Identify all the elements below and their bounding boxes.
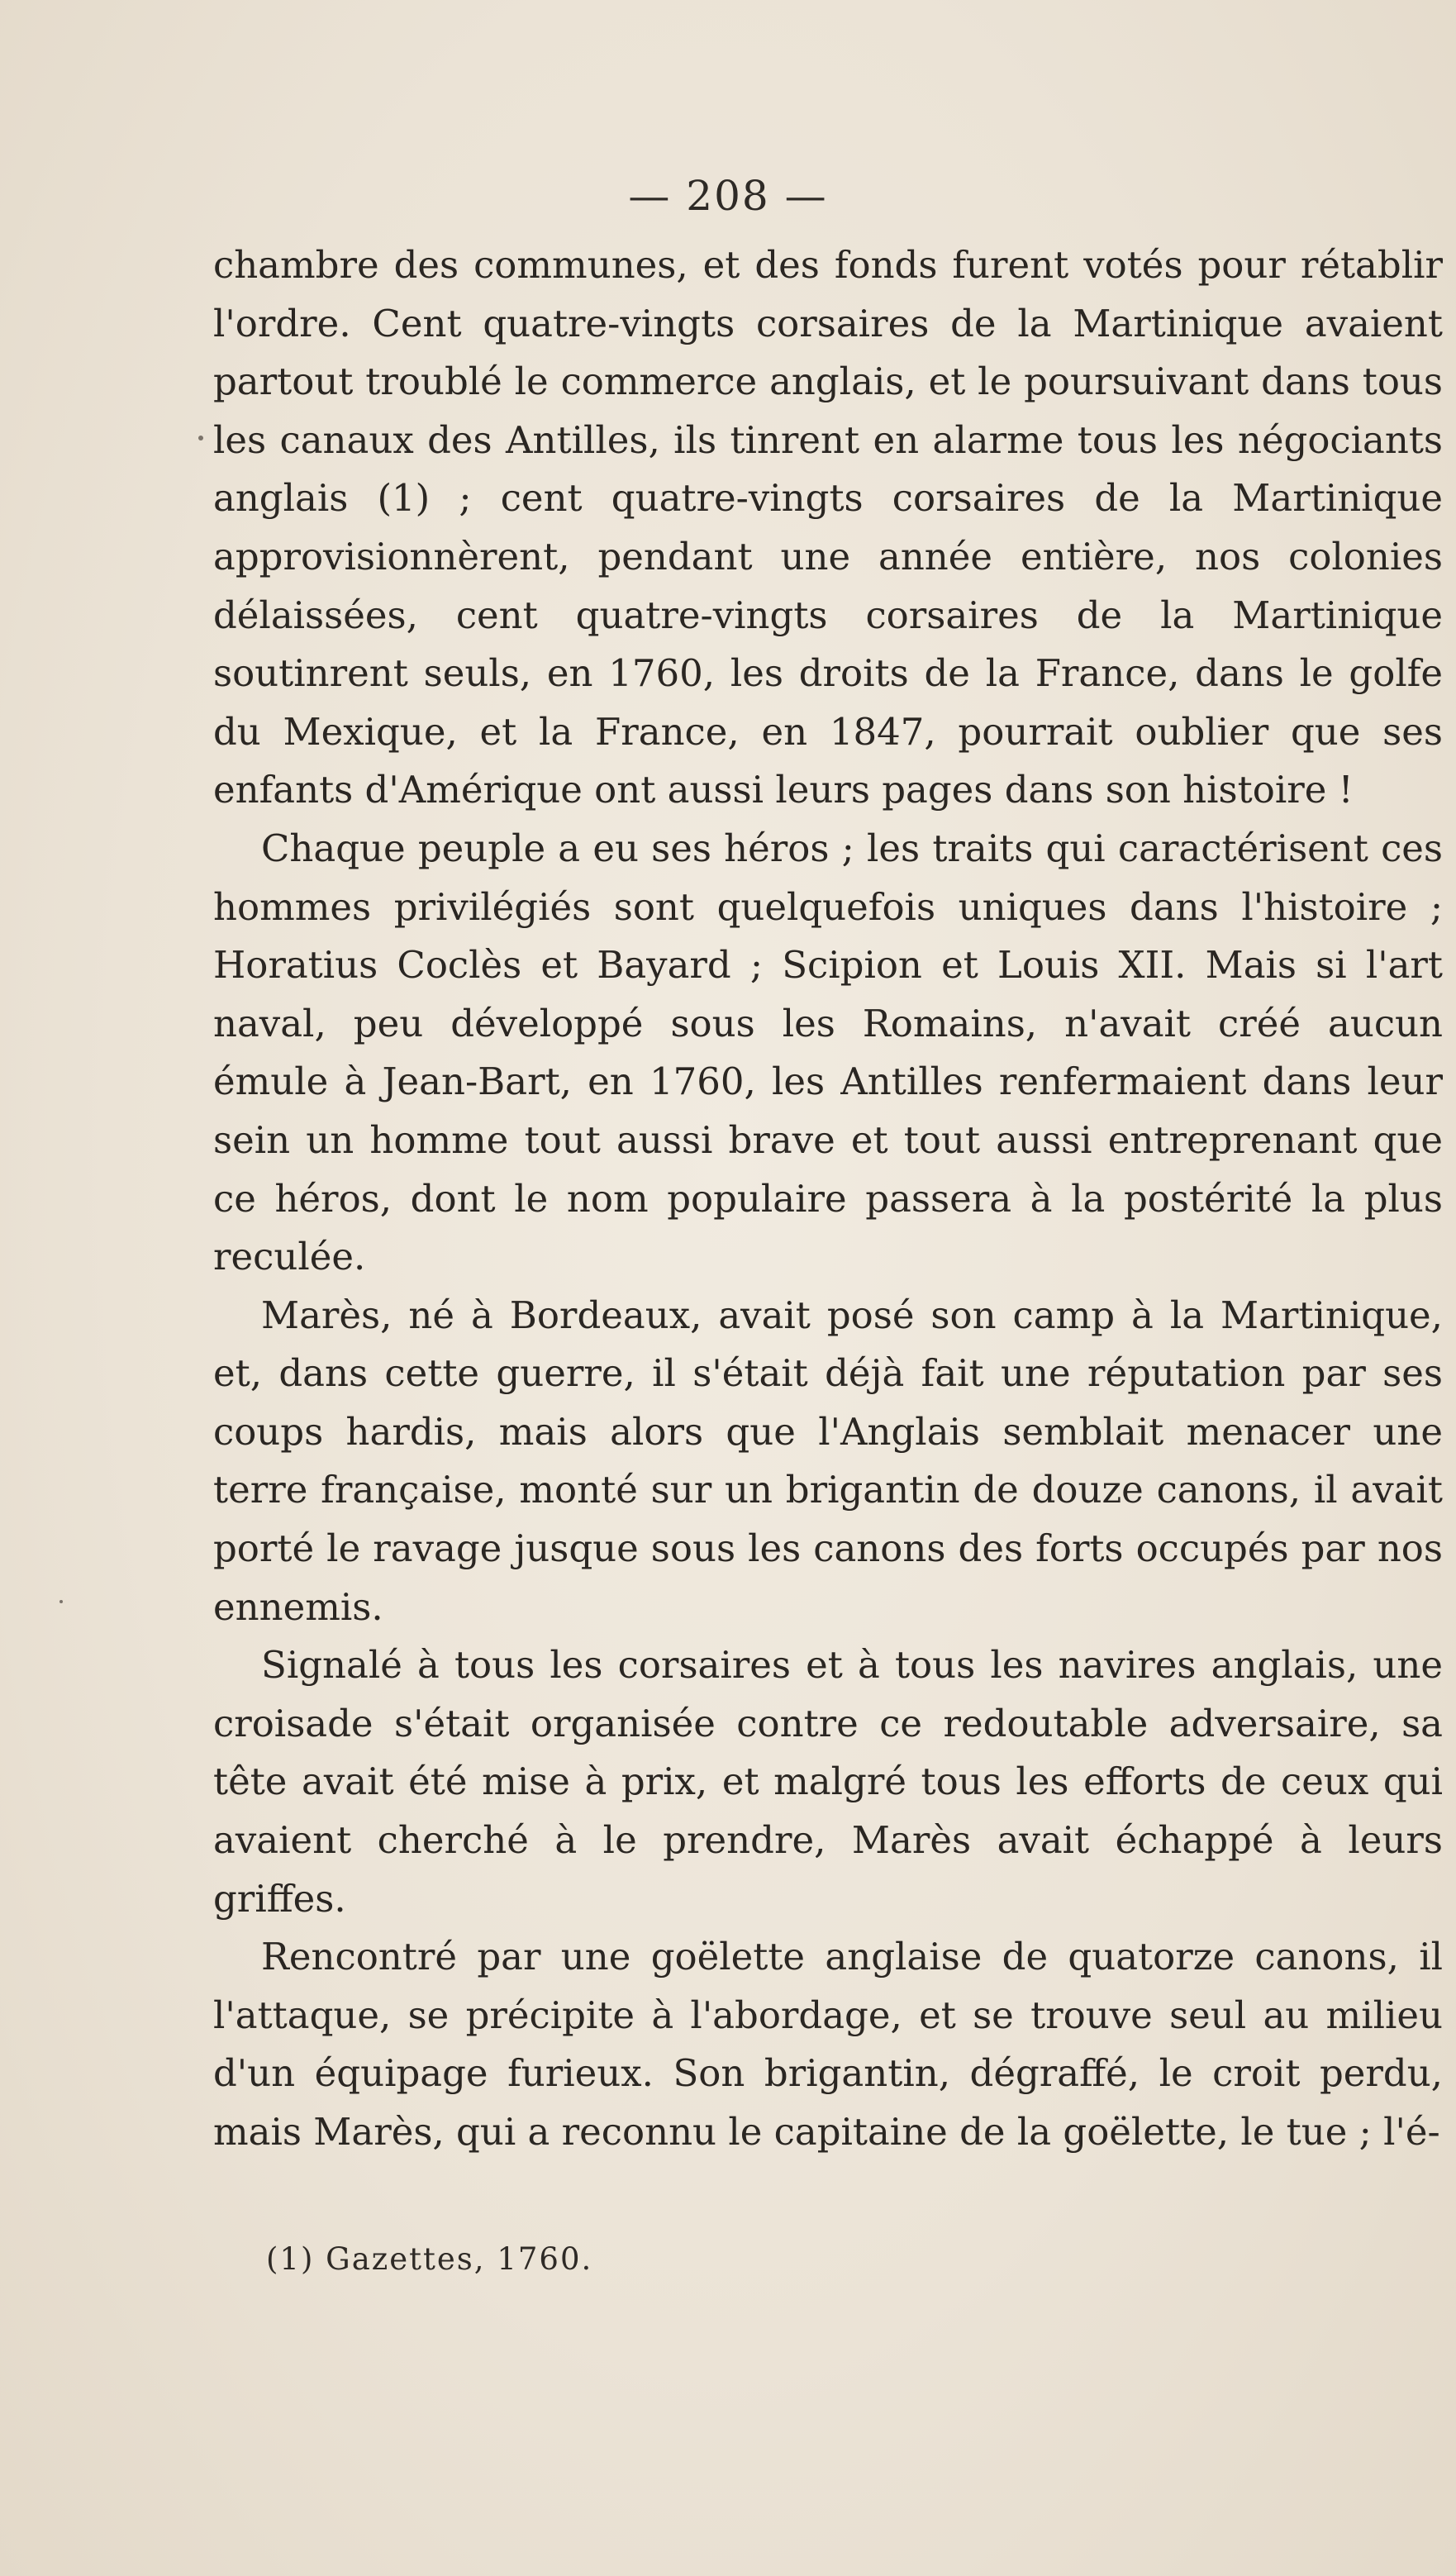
footnote: (1) Gazettes, 1760. xyxy=(266,2241,593,2277)
paragraph-5: Rencontré par une goëlette anglaise de quatorze canons, il l'attaque, se précipite à l'abordage, et se trouve seul au milieu d'un équipage furieux. Son brigantin, dégraffé, le croit perdu, mais Marès, qui a reconnu le capitaine de la goëlette, le tue ; l'é- xyxy=(213,1935,1443,2154)
paper-speck xyxy=(59,1600,63,1603)
page-number: — 208 — xyxy=(628,172,828,220)
paragraph-4: Signalé à tous les corsaires et à tous les navires anglais, une croisade s'était organisée contre ce redoutable adversaire, sa tête avait été mise à prix, et malgré tous les efforts de ceux qui avaient cherché à le prendre, Marès avait échappé à leurs griffes. xyxy=(213,1643,1443,1921)
paragraph-3: Marès, né à Bordeaux, avait posé son camp à la Martinique, et, dans cette guerre, il s'était déjà fait une réputation par ses coups hardis, mais alors que l'Anglais semblait menacer une terre française, monté sur un brigantin de douze canons, il avait porté le ravage jusque sous les canons des forts occupés par nos ennemis. xyxy=(213,1293,1443,1629)
paper-speck xyxy=(198,436,203,440)
paragraph-2: Chaque peuple a eu ses héros ; les traits qui caractérisent ces hommes privilégiés sont quelquefois uniques dans l'histoire ; Horatius Coclès et Bayard ; Scipion et Louis XII. Mais si l'art naval, peu développé sous les Romains, n'avait créé aucun émule à Jean-Bart, en 1760, les Antilles renfermaient dans leur sein un homme tout aussi brave et tout aussi entreprenant que ce héros, dont le nom populaire passera à la postérité la plus reculée. xyxy=(213,826,1443,1279)
paragraph-1: chambre des communes, et des fonds furent votés pour rétablir l'ordre. Cent quatre-vingts corsaires de la Martinique avaient partout troublé le commerce anglais, et le poursuivant dans tous les canaux des Antilles, ils tinrent en alarme tous les négociants anglais (1) ; cent quatre-vingts corsaires de la Martinique approvisionnèrent, pendant une année entière, nos colonies délaissées, cent quatre-vingts corsaires de la Martinique soutinrent seuls, en 1760, les droits de la France, dans le golfe du Mexique, et la France, en 1847, pourrait oublier que ses enfants d'Amérique ont aussi leurs pages dans son histoire ! xyxy=(213,243,1443,812)
body-text xyxy=(213,236,1443,2162)
